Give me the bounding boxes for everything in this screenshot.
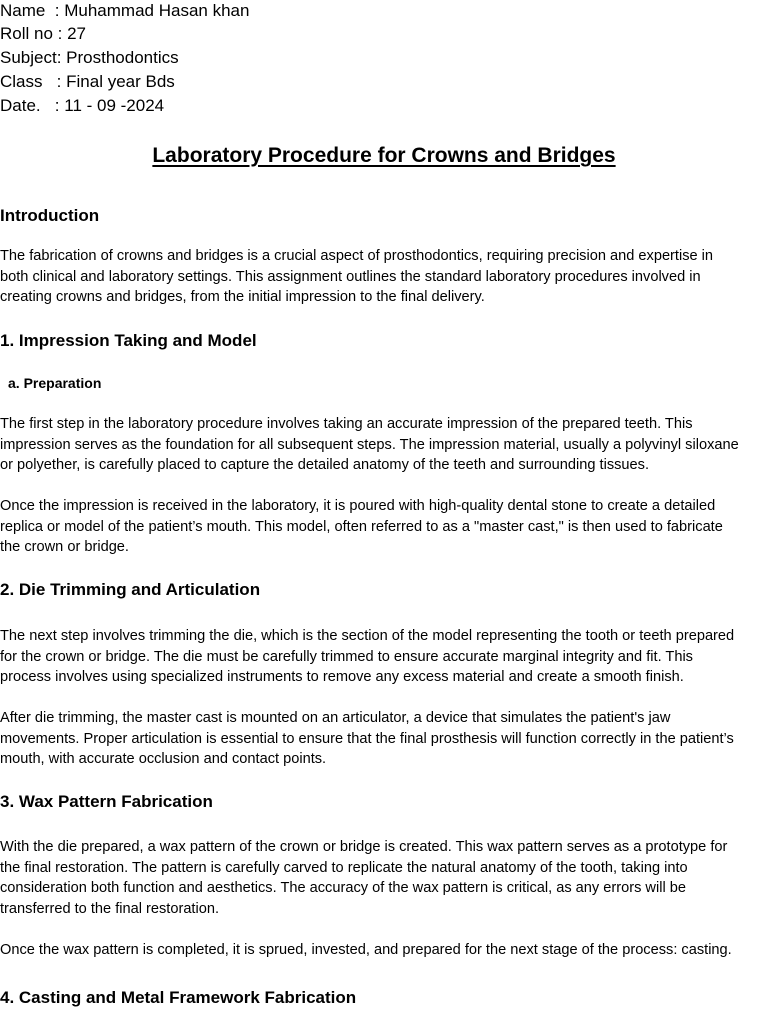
student-name: Name : Muhammad Hasan khan xyxy=(0,1,250,20)
section2-heading: 2. Die Trimming and Articulation xyxy=(0,580,261,599)
text-line: the final restoration. The pattern is carefully carved to replicate the natural anatomy of the tooth, taking into xyxy=(0,859,688,876)
text-line: for the crown or bridge. The die must be carefully trimmed to ensure accurate marginal integrity and fit. This xyxy=(0,648,693,665)
section3-heading: 3. Wax Pattern Fabrication xyxy=(0,792,213,811)
section2-paragraph-2 xyxy=(0,708,768,770)
text-line: With the die prepared, a wax pattern of the crown or bridge is created. This wax pattern serves as a prototype for xyxy=(0,839,728,855)
text-line: The next step involves trimming the die, which is the section of the model representing the tooth or teeth prepared xyxy=(0,628,735,644)
section4-heading: 4. Casting and Metal Framework Fabrication xyxy=(0,988,357,1007)
subject: Subject: Prosthodontics xyxy=(0,48,179,67)
text-line: or polyether, is carefully placed to capture the detailed anatomy of the teeth and surrounding tissues. xyxy=(0,457,650,473)
text-line: transferred to the final restoration. xyxy=(0,900,220,917)
introduction-heading: Introduction xyxy=(0,206,100,225)
section1-paragraph-2 xyxy=(0,496,768,558)
section2-paragraph-1 xyxy=(0,626,768,688)
text-line: impression serves as the foundation for all subsequent steps. The impression material, usually a polyvinyl siloxane xyxy=(0,436,739,453)
introduction-paragraph xyxy=(0,246,768,308)
text-line: After die trimming, the master cast is mounted on an articulator, a device that simulates the patient's jaw xyxy=(0,710,671,726)
text-line: The fabrication of crowns and bridges is a crucial aspect of prosthodontics, requiring precision and expertise in xyxy=(0,248,714,264)
text-line: mouth, with accurate occlusion and contact points. xyxy=(0,751,327,767)
roll-number: Roll no : 27 xyxy=(0,24,86,43)
date: Date. : 11 - 09 -2024 xyxy=(0,96,165,115)
text-line: creating crowns and bridges, from the initial impression to the final delivery. xyxy=(0,289,485,305)
section3-paragraph-1 xyxy=(0,837,768,919)
text-line: The first step in the laboratory procedure involves taking an accurate impression of the prepared teeth. This xyxy=(0,416,693,432)
document-title: Laboratory Procedure for Crowns and Bridges xyxy=(152,144,616,167)
text-line: consideration both function and aesthetics. The accuracy of the wax pattern is critical, as any errors will be xyxy=(0,880,686,896)
text-line: Once the impression is received in the laboratory, it is poured with high-quality dental stone to create a detailed xyxy=(0,498,716,514)
section1-paragraph-1 xyxy=(0,414,768,476)
section1-heading: 1. Impression Taking and Model xyxy=(0,331,257,350)
text-line: replica or model of the patient’s mouth. This model, often referred to as a "master cast," is then used to fabricate xyxy=(0,518,723,535)
section1-subheading: a. Preparation xyxy=(8,375,102,391)
text-line: movements. Proper articulation is essential to ensure that the final prosthesis will function correctly in the patient’s xyxy=(0,730,734,747)
text-line: both clinical and laboratory settings. This assignment outlines the standard laboratory procedures involved in xyxy=(0,268,701,285)
text-line: the crown or bridge. xyxy=(0,539,129,555)
section3-paragraph-2 xyxy=(0,940,768,961)
text-line: process involves using specialized instruments to remove any excess material and create a smooth finish. xyxy=(0,669,684,685)
class: Class : Final year Bds xyxy=(0,72,175,91)
text-line: Once the wax pattern is completed, it is sprued, invested, and prepared for the next stage of the process: casting. xyxy=(0,942,732,958)
